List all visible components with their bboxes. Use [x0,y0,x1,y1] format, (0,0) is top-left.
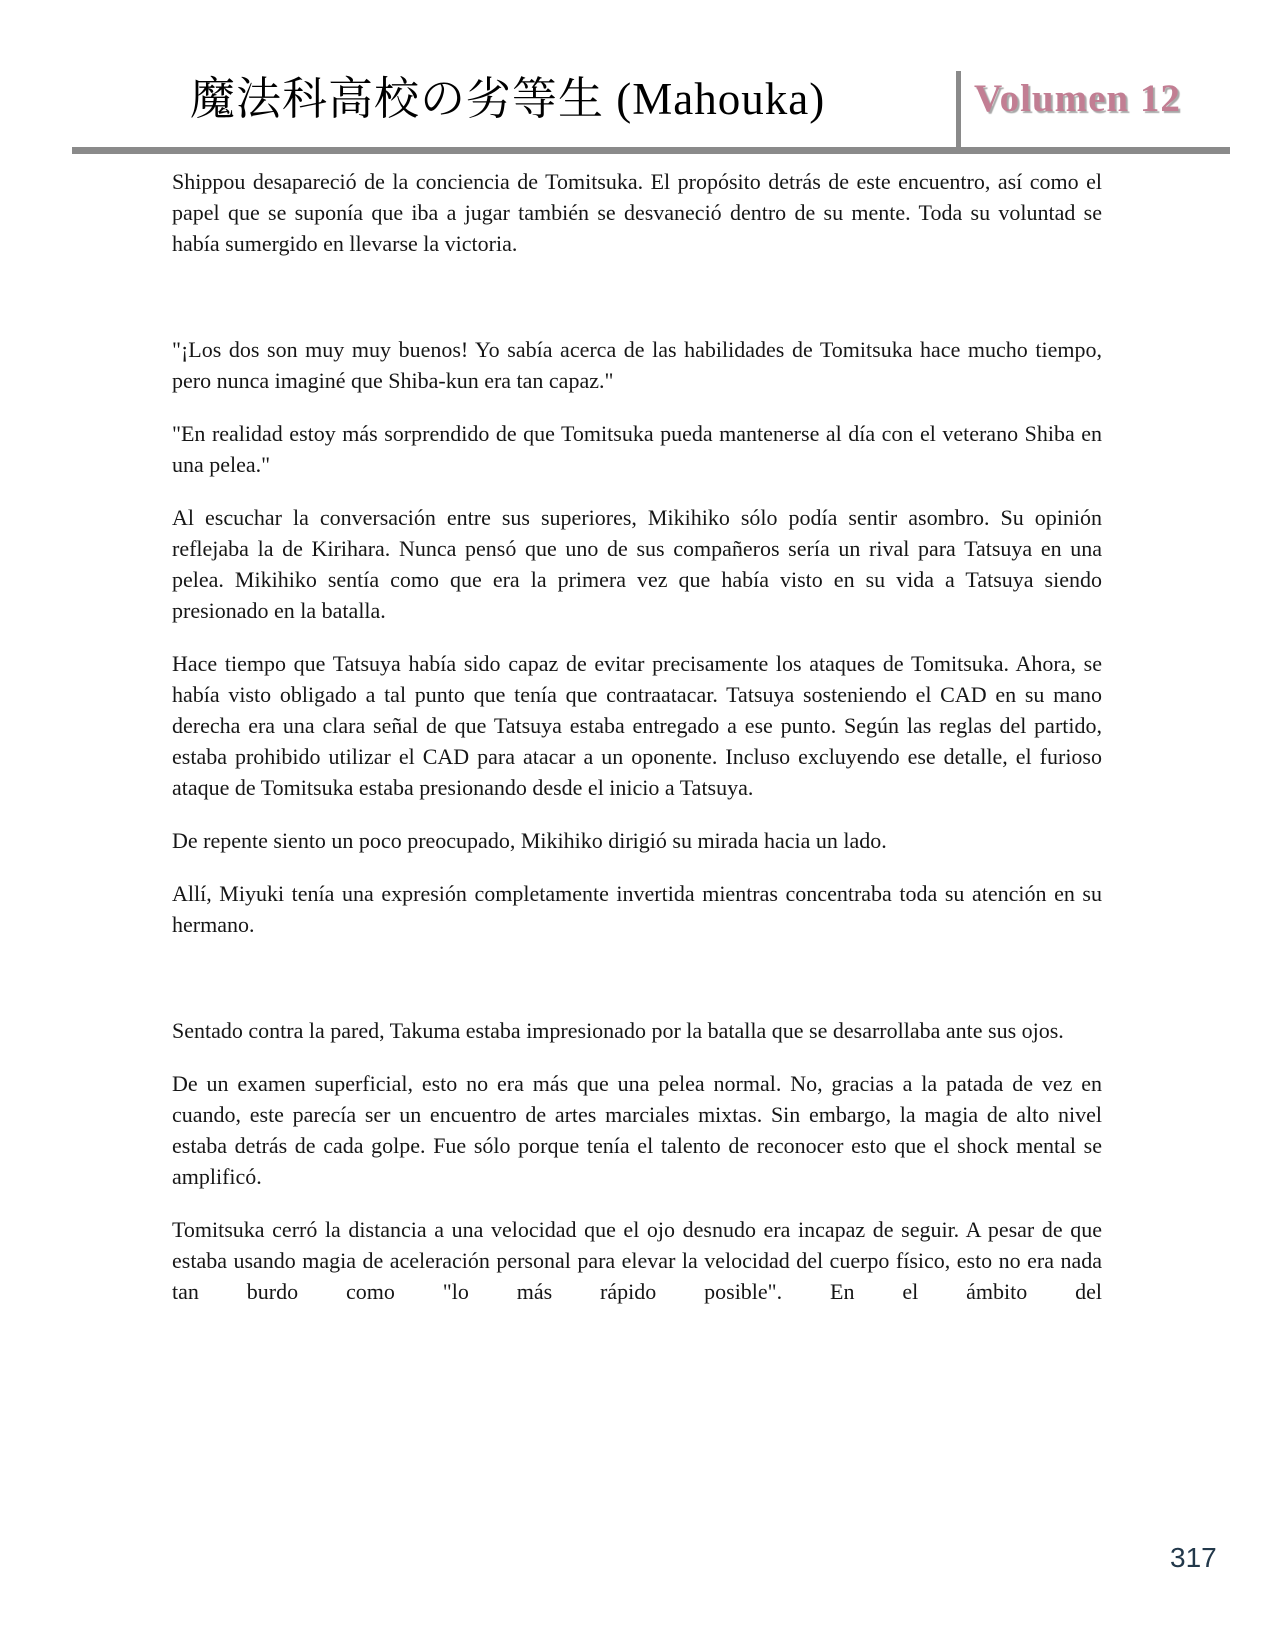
paragraph: Sentado contra la pared, Takuma estaba impresionado por la batalla que se desarrollaba ante sus ojos. [172,1018,1064,1043]
page-body [172,166,1102,1329]
paragraph: Al escuchar la conversación entre sus superiores, Mikihiko sólo podía sentir asombro. Su opinión reflejaba la de Kirihara. Nunca pensó que uno de sus compañeros sería un rival para Tatsuya en una pelea. Mikihiko sentía como que era la primera vez que había visto en su vida a Tatsuya siendo presionado en la batalla. [172,505,1102,623]
header-rule [72,147,1230,154]
paragraph: De un examen superficial, esto no era más que una pelea normal. No, gracias a la patada de vez en cuando, este parecía ser un encuentro de artes marciales mixtas. Sin embargo, la magia de alto nivel estaba detrás de cada golpe. Fue sólo porque tenía el talento de reconocer esto que el shock mental se amplificó. [172,1071,1102,1189]
paragraph: Shippou desapareció de la conciencia de Tomitsuka. El propósito detrás de este encuentro, así como el papel que se suponía que iba a jugar también se desvaneció dentro de su mente. Toda su voluntad se había sumergido en llevarse la victoria. [172,169,1102,256]
paragraph: "¡Los dos son muy muy buenos! Yo sabía acerca de las habilidades de Tomitsuka hace mucho tiempo, pero nunca imaginé que Shiba-kun era tan capaz." [172,337,1102,393]
paragraph: Hace tiempo que Tatsuya había sido capaz de evitar precisamente los ataques de Tomitsuka. Ahora, se había visto obligado a tal punto que tenía que contraatacar. Tatsuya sosteniendo el CAD en su mano derecha era una clara señal de que Tatsuya estaba entregado a ese punto. Según las reglas del partido, estaba prohibido utilizar el CAD para atacar a un oponente. Incluso excluyendo ese detalle, el furioso ataque de Tomitsuka estaba presionando desde el inicio a Tatsuya. [172,651,1102,800]
paragraph: "En realidad estoy más sorprendido de que Tomitsuka pueda mantenerse al día con el veterano Shiba en una pelea." [172,421,1102,477]
page-number: 317 [1170,1542,1217,1573]
paragraph: Tomitsuka cerró la distancia a una velocidad que el ojo desnudo era incapaz de seguir. A pesar de que estaba usando magia de aceleración personal para elevar la velocidad del cuerpo físico, esto no era nada tan burdo como "lo más rápido posible". En el ámbito del [172,1217,1102,1304]
volume-label: Volumen 12 [974,77,1181,120]
scene-break [172,281,1102,334]
scene-break [172,962,1102,1015]
header-divider-bar [956,71,961,151]
paragraph: De repente siento un poco preocupado, Mikihiko dirigió su mirada hacia un lado. [172,828,887,853]
book-title: 魔法科高校の劣等生 (Mahouka) [190,74,826,124]
paragraph: Allí, Miyuki tenía una expresión completamente invertida mientras concentraba toda su atención en su hermano. [172,881,1102,937]
